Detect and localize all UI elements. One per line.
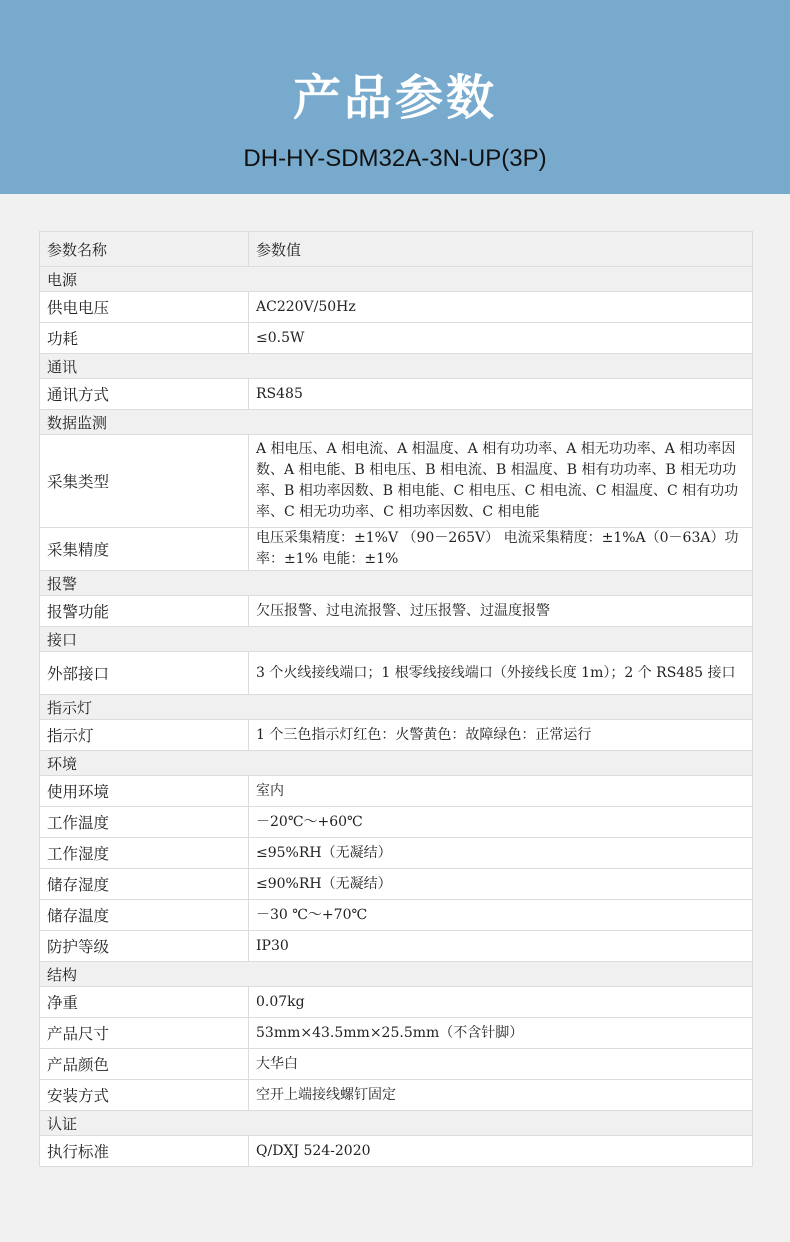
param-name: 报警功能 (40, 596, 249, 627)
param-name: 安装方式 (40, 1080, 249, 1111)
param-name: 工作湿度 (40, 838, 249, 869)
param-value: －30 ℃～+70℃ (249, 900, 753, 931)
param-name: 使用环境 (40, 776, 249, 807)
table-row (40, 931, 753, 962)
param-name: 储存温度 (40, 900, 249, 931)
section-row (40, 751, 753, 776)
section-title: 电源 (40, 267, 753, 292)
param-value: －20℃～+60℃ (249, 807, 753, 838)
param-value: 53mm×43.5mm×25.5mm（不含针脚） (249, 1018, 753, 1049)
table-row (40, 1049, 753, 1080)
table-row (40, 869, 753, 900)
param-name: 净重 (40, 987, 249, 1018)
header-banner (0, 0, 790, 194)
param-value: AC220V/50Hz (249, 292, 753, 323)
section-row (40, 267, 753, 292)
table-row (40, 1080, 753, 1111)
section-row (40, 571, 753, 596)
table-row (40, 435, 753, 528)
table-row (40, 379, 753, 410)
param-value: 3 个火线接线端口；1 根零线接线端口（外接线长度 1m）；2 个 RS485 接口 (249, 652, 753, 695)
table-row (40, 652, 753, 695)
param-name: 产品尺寸 (40, 1018, 249, 1049)
param-value: A 相电压、A 相电流、A 相温度、A 相有功功率、A 相无功功率、A 相功率因数、A 相电能、B 相电压、B 相电流、B 相温度、B 相有功功率、B 相无功功率、B 相功率因数、B 相电能、C 相电压、C 相电流、C 相温度、C 相有功功率、C 相无功功率、C 相功率因数、C 相电能 (249, 435, 753, 528)
param-value: 0.07kg (249, 987, 753, 1018)
table-row (40, 1136, 753, 1167)
section-title: 报警 (40, 571, 753, 596)
section-row (40, 410, 753, 435)
param-name: 产品颜色 (40, 1049, 249, 1080)
section-title: 指示灯 (40, 695, 753, 720)
table-row (40, 987, 753, 1018)
param-value: ≤95%RH（无凝结） (249, 838, 753, 869)
param-name: 执行标准 (40, 1136, 249, 1167)
section-row (40, 627, 753, 652)
param-value: ≤90%RH（无凝结） (249, 869, 753, 900)
table-row (40, 1018, 753, 1049)
param-value: 室内 (249, 776, 753, 807)
table-row (40, 838, 753, 869)
section-row (40, 1111, 753, 1136)
param-name: 储存湿度 (40, 869, 249, 900)
section-row (40, 962, 753, 987)
column-header-value: 参数值 (249, 232, 753, 267)
param-value: 电压采集精度：±1%V （90－265V） 电流采集精度：±1%A（0－63A）功率：±1% 电能：±1% (249, 528, 753, 571)
table-header-row (40, 232, 753, 267)
param-name: 采集类型 (40, 435, 249, 528)
param-name: 功耗 (40, 323, 249, 354)
table-row (40, 807, 753, 838)
section-title: 环境 (40, 751, 753, 776)
param-name: 防护等级 (40, 931, 249, 962)
param-name: 通讯方式 (40, 379, 249, 410)
column-header-name: 参数名称 (40, 232, 249, 267)
page-title: 产品参数 (292, 70, 497, 126)
model-number: DH-HY-SDM32A-3N-UP(3P) (243, 145, 547, 172)
table-row (40, 528, 753, 571)
spec-table (39, 231, 753, 1167)
param-name: 指示灯 (40, 720, 249, 751)
table-row (40, 292, 753, 323)
section-title: 通讯 (40, 354, 753, 379)
section-row (40, 354, 753, 379)
section-row (40, 695, 753, 720)
section-title: 数据监测 (40, 410, 753, 435)
section-title: 接口 (40, 627, 753, 652)
param-name: 供电电压 (40, 292, 249, 323)
param-value: 空开上端接线螺钉固定 (249, 1080, 753, 1111)
param-name: 外部接口 (40, 652, 249, 695)
table-row (40, 900, 753, 931)
param-name: 采集精度 (40, 528, 249, 571)
param-value: IP30 (249, 931, 753, 962)
section-title: 认证 (40, 1111, 753, 1136)
param-value: 欠压报警、过电流报警、过压报警、过温度报警 (249, 596, 753, 627)
param-value: RS485 (249, 379, 753, 410)
param-value: ≤0.5W (249, 323, 753, 354)
param-name: 工作温度 (40, 807, 249, 838)
table-row (40, 776, 753, 807)
table-row (40, 720, 753, 751)
param-value: Q/DXJ 524-2020 (249, 1136, 753, 1167)
section-title: 结构 (40, 962, 753, 987)
table-row (40, 596, 753, 627)
param-value: 大华白 (249, 1049, 753, 1080)
param-value: 1 个三色指示灯红色：火警黄色：故障绿色：正常运行 (249, 720, 753, 751)
table-row (40, 323, 753, 354)
